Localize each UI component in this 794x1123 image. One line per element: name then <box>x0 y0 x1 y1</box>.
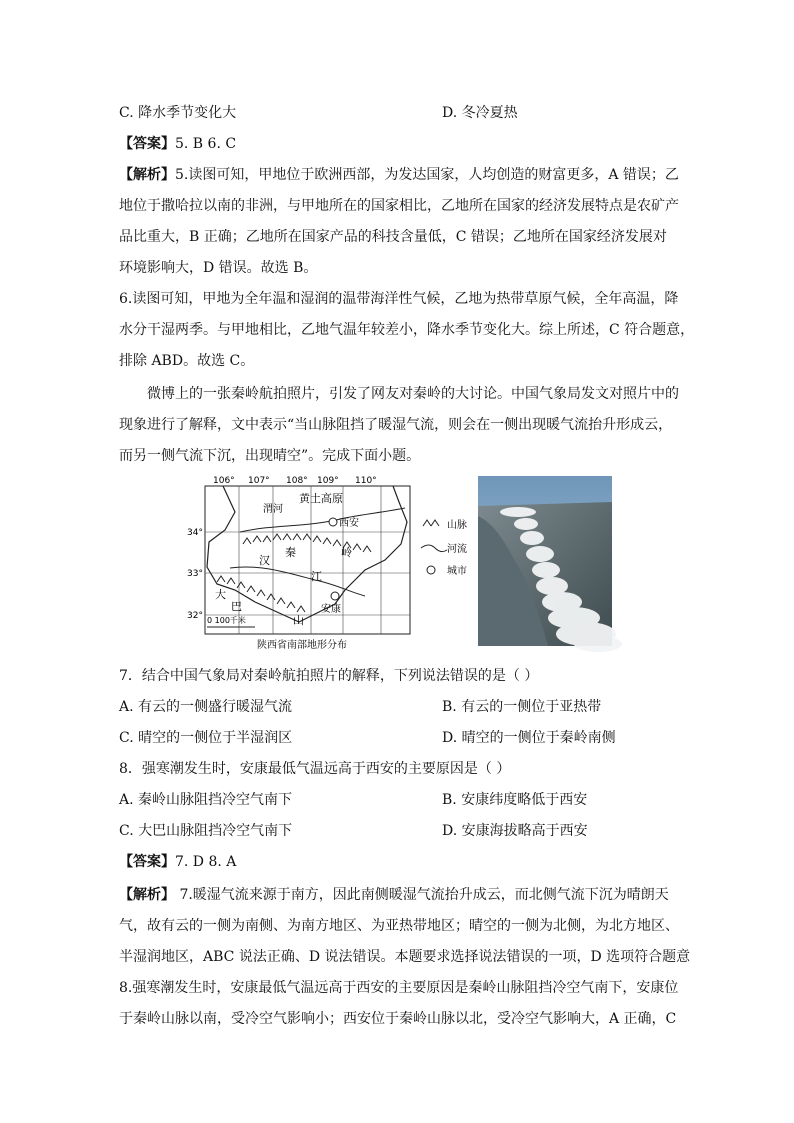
scale-label: 0 100千米 <box>207 616 246 625</box>
analysis-label: 【解析】 <box>119 887 175 903</box>
label-ba: 巴 <box>231 600 242 613</box>
label-qin: 秦 <box>285 546 296 559</box>
analysis-line: 排除 ABD。故选 C。 <box>119 353 255 369</box>
passage-line: 而另一侧气流下沉，出现晴空”。完成下面小题。 <box>119 448 421 464</box>
shaanxi-terrain-map <box>187 472 467 652</box>
analysis-label: 【解析】 <box>119 167 175 183</box>
answer-text: 5. B 6. C <box>175 136 237 152</box>
legend-mountain-icon <box>423 520 439 526</box>
lat-label: 33° <box>187 569 203 579</box>
analysis-line: 气，故有云的一侧为南侧、为南方地区、为亚热带地区；晴空的一侧为北侧，为北方地区、 <box>119 918 679 934</box>
label-shan: 山 <box>293 614 304 627</box>
legend-city-label: 城市 <box>447 566 467 577</box>
analysis-line: 【解析】5.读图可知，甲地位于欧洲西部，为发达国家，人均创造的财富更多，A 错误；乙 <box>119 167 679 183</box>
analysis-line: 【解析】 7.暖湿气流来源于南方，因此南侧暖湿气流抬升成云，而北侧气流下沉为晴朗天 <box>119 887 669 903</box>
legend-river-label: 河流 <box>447 544 467 555</box>
passage-line: 微博上的一张秦岭航拍照片，引发了网友对秦岭的大讨论。中国气象局发文对照片中的 <box>147 386 679 402</box>
q8-option-c: C. 大巴山脉阻挡冷空气南下 <box>119 823 293 839</box>
lon-label: 110° <box>355 476 377 486</box>
q7-option-d: D. 晴空的一侧位于秦岭南侧 <box>442 730 616 746</box>
analysis-line: 8.强寒潮发生时，安康最低气温远高于西安的主要原因是秦岭山脉阻挡冷空气南下，安康位 <box>119 980 679 996</box>
lon-label: 108° <box>286 476 308 486</box>
answer-label: 【答案】 <box>119 854 175 870</box>
lat-label: 32° <box>187 611 203 621</box>
legend-mountain-label: 山脉 <box>447 520 467 531</box>
label-ankang: 安康 <box>321 604 341 615</box>
q7-option-b: B. 有云的一侧位于亚热带 <box>442 699 602 715</box>
analysis-line: 6.读图可知，甲地为全年温和湿润的温带海洋性气候，乙地为热带草原气候，全年高温，降 <box>119 291 679 307</box>
label-da: 大 <box>215 588 226 601</box>
q8-option-a: A. 秦岭山脉阻挡冷空气南下 <box>119 792 293 808</box>
lon-label: 106° <box>213 476 235 486</box>
qinling-aerial-photo <box>478 476 612 646</box>
q8-option-b: B. 安康纬度略低于西安 <box>442 792 588 808</box>
answer-label: 【答案】 <box>119 136 175 152</box>
answer-block-2 <box>119 853 236 871</box>
analysis-line: 水分干湿两季。与甲地相比，乙地气温年较差小，降水季节变化大。综上所述，C 符合题意， <box>119 322 695 338</box>
label-jiang: 江 <box>311 570 322 583</box>
q7-option-a: A. 有云的一侧盛行暖湿气流 <box>119 699 293 715</box>
analysis-line: 地位于撒哈拉以南的非洲，与甲地所在的国家相比，乙地所在国家的经济发展特点是农矿产 <box>119 198 679 214</box>
q6-option-d: D. 冬冷夏热 <box>442 105 518 121</box>
analysis-line: 于秦岭山脉以南，受冷空气影响小；西安位于秦岭山脉以北，受冷空气影响大，A 正确，C <box>119 1011 677 1027</box>
q7-option-c: C. 晴空的一侧位于半湿润区 <box>119 730 293 746</box>
han-river <box>230 567 365 596</box>
label-han: 汉 <box>259 554 270 567</box>
map-caption: 陕西省南部地形分布 <box>257 640 347 651</box>
analysis-line: 半湿润地区，ABC 说法正确、D 说法错误。本题要求选择说法错误的一项，D 选项符合题意 <box>119 949 691 965</box>
label-weihe: 渭河 <box>263 504 283 515</box>
ankang-city-icon <box>331 592 339 600</box>
q8-stem: 8．强寒潮发生时，安康最低气温远高于西安的主要原因是（ ） <box>119 761 511 777</box>
analysis-line: 环境影响大，D 错误。故选 B。 <box>119 260 318 276</box>
q6-option-c: C. 降水季节变化大 <box>119 105 237 121</box>
lon-label: 109° <box>317 476 339 486</box>
legend-river-icon <box>421 545 447 552</box>
analysis-line: 品比重大，B 正确；乙地所在国家产品的科技含量低，C 错误；乙地所在国家经济发展对 <box>119 229 667 245</box>
passage-line: 现象进行了解释，文中表示“当山脉阻挡了暖湿气流，则会在一侧出现暖气流抬升形成云， <box>119 417 673 433</box>
legend-city-icon <box>427 566 435 574</box>
answer-block-1 <box>119 135 236 153</box>
label-ling: 岭 <box>341 546 352 559</box>
label-xian: 西安 <box>339 518 359 529</box>
q8-option-d: D. 安康海拔略高于西安 <box>442 823 588 839</box>
answer-text: 7. D 8. A <box>175 854 237 870</box>
lon-label: 107° <box>248 476 270 486</box>
lat-label: 34° <box>187 528 203 538</box>
q7-stem: 7．结合中国气象局对秦岭航拍照片的解释，下列说法错误的是（ ） <box>119 668 539 684</box>
xian-city-icon <box>329 518 337 526</box>
label-loess-plateau: 黄土高原 <box>299 492 343 505</box>
